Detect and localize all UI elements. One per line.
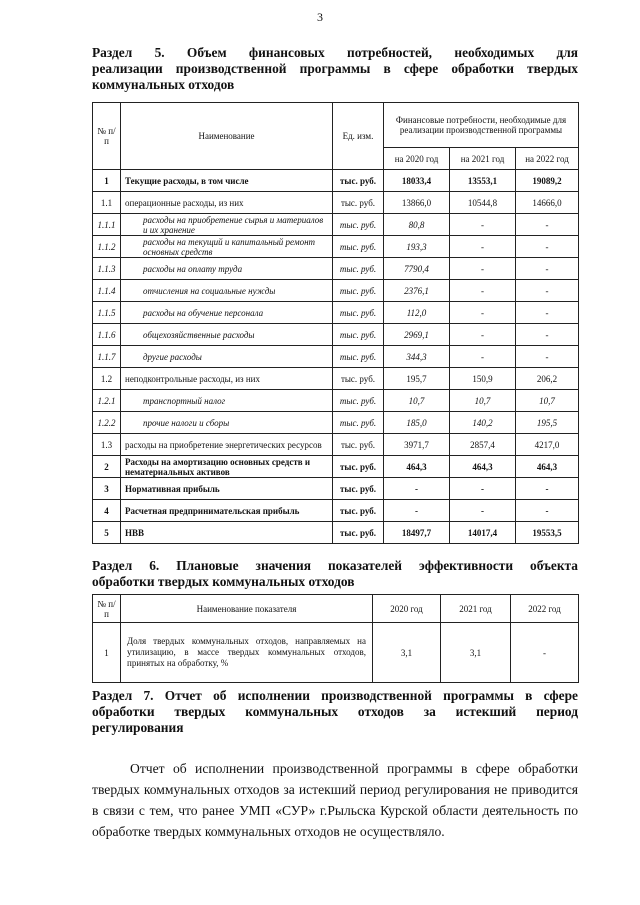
row-num: 1 (93, 170, 121, 192)
section6-heading-line: обработки твердых коммунальных отходов (92, 574, 355, 589)
row-name: Доля твердых коммунальных отходов, направляемых на утилизацию, в массе твердых коммунальных отходов, принятых на обработку, % (121, 623, 373, 683)
table-row (93, 368, 579, 390)
row-num: 1.1.4 (93, 280, 121, 302)
row-num: 1.1.2 (93, 236, 121, 258)
row-num: 1.1.5 (93, 302, 121, 324)
row-2021: - (450, 324, 516, 346)
table-row (93, 214, 579, 236)
row-2021: 14017,4 (450, 522, 516, 544)
header-2021: на 2021 год (450, 148, 516, 170)
row-unit: тыс. руб. (333, 280, 384, 302)
row-2020: 195,7 (384, 368, 450, 390)
row-name: расходы на текущий и капитальный ремонт основных средств (121, 236, 333, 258)
row-2021: 3,1 (441, 623, 511, 683)
row-num: 1.1.6 (93, 324, 121, 346)
row-name: Расчетная предпринимательская прибыль (121, 500, 333, 522)
row-2020: 2376,1 (384, 280, 450, 302)
row-2021: - (450, 214, 516, 236)
table-row (93, 192, 579, 214)
row-2021: 150,9 (450, 368, 516, 390)
row-unit: тыс. руб. (333, 302, 384, 324)
row-2022: 10,7 (516, 390, 579, 412)
header-num: № п/п (93, 103, 121, 170)
table-row (93, 170, 579, 192)
row-name: Расходы на амортизацию основных средств и нематериальных активов (121, 456, 333, 478)
row-2021: 464,3 (450, 456, 516, 478)
row-2022: - (516, 302, 579, 324)
row-name: Нормативная прибыль (121, 478, 333, 500)
row-2022: 464,3 (516, 456, 579, 478)
row-unit: тыс. руб. (333, 412, 384, 434)
row-num: 1 (93, 623, 121, 683)
table-row (93, 236, 579, 258)
row-2020: 18497,7 (384, 522, 450, 544)
row-2021: 10,7 (450, 390, 516, 412)
row-num: 1.2 (93, 368, 121, 390)
row-unit: тыс. руб. (333, 214, 384, 236)
row-unit: тыс. руб. (333, 522, 384, 544)
row-unit: тыс. руб. (333, 478, 384, 500)
header-unit: Ед. изм. (333, 103, 384, 170)
table-row (93, 478, 579, 500)
section5-heading-line: реализации производственной программы в сфере обработки твердых (92, 61, 578, 76)
row-2021: - (450, 346, 516, 368)
row-2020: 185,0 (384, 412, 450, 434)
row-2021: - (450, 236, 516, 258)
row-unit: тыс. руб. (333, 236, 384, 258)
row-unit: тыс. руб. (333, 324, 384, 346)
table-row (93, 324, 579, 346)
row-2020: 13866,0 (384, 192, 450, 214)
row-unit: тыс. руб. (333, 434, 384, 456)
row-unit: тыс. руб. (333, 500, 384, 522)
row-2021: 13553,1 (450, 170, 516, 192)
row-2021: - (450, 258, 516, 280)
row-2020: 112,0 (384, 302, 450, 324)
row-unit: тыс. руб. (333, 346, 384, 368)
row-2022: - (511, 623, 579, 683)
row-2022: - (516, 500, 579, 522)
row-2022: 19089,2 (516, 170, 579, 192)
table-row (93, 522, 579, 544)
row-2022: - (516, 346, 579, 368)
row-2020: 18033,4 (384, 170, 450, 192)
table-row (93, 390, 579, 412)
table-row (93, 500, 579, 522)
row-num: 1.3 (93, 434, 121, 456)
row-2020: - (384, 478, 450, 500)
row-2022: - (516, 236, 579, 258)
row-2022: - (516, 258, 579, 280)
table-row (93, 412, 579, 434)
report-paragraph-text: Отчет об исполнении производственной программы в сфере обработки твердых коммунальных отходов за истекший период регулирования не приводится в связи с тем, что ранее УМП «СУР» г.Рыльска Курской области деятельность по обработке твердых коммунальных отходов не осуществляло. (92, 761, 578, 839)
row-2021: - (450, 478, 516, 500)
row-name: отчисления на социальные нужды (121, 280, 333, 302)
row-name: прочие налоги и сборы (121, 412, 333, 434)
row-name: общехозяйственные расходы (121, 324, 333, 346)
table-row (93, 302, 579, 324)
row-2022: 206,2 (516, 368, 579, 390)
row-num: 1.1.7 (93, 346, 121, 368)
row-2020: 7790,4 (384, 258, 450, 280)
row-name: неподконтрольные расходы, из них (121, 368, 333, 390)
header-2022: на 2022 год (516, 148, 579, 170)
table-row (93, 280, 579, 302)
row-2020: 3,1 (373, 623, 441, 683)
row-name: транспортный налог (121, 390, 333, 412)
row-num: 3 (93, 478, 121, 500)
row-name: операционные расходы, из них (121, 192, 333, 214)
row-2022: 14666,0 (516, 192, 579, 214)
financial-needs-table (92, 102, 579, 544)
header-2020: на 2020 год (384, 148, 450, 170)
header-indicator-name: Наименование показателя (121, 595, 373, 623)
row-name: расходы на оплату труда (121, 258, 333, 280)
report-paragraph (92, 758, 578, 842)
row-num: 1.2.1 (93, 390, 121, 412)
section5-heading (92, 45, 578, 93)
row-2020: - (384, 500, 450, 522)
section7-heading-line: регулирования (92, 720, 184, 735)
row-2022: 4217,0 (516, 434, 579, 456)
header-2021: 2021 год (441, 595, 511, 623)
row-unit: тыс. руб. (333, 192, 384, 214)
section7-heading-line: Раздел 7. Отчет об исполнении производственной программы в сфере (92, 688, 578, 703)
row-2021: - (450, 280, 516, 302)
row-2022: - (516, 214, 579, 236)
row-2021: 140,2 (450, 412, 516, 434)
page-number: 3 (317, 10, 323, 24)
row-2020: 10,7 (384, 390, 450, 412)
row-2021: - (450, 500, 516, 522)
table-row (93, 623, 579, 683)
table-row (93, 434, 579, 456)
row-2020: 2969,1 (384, 324, 450, 346)
row-name: расходы на обучение персонала (121, 302, 333, 324)
performance-indicators-table (92, 594, 579, 683)
row-2020: 464,3 (384, 456, 450, 478)
row-name: НВВ (121, 522, 333, 544)
row-2020: 344,3 (384, 346, 450, 368)
row-unit: тыс. руб. (333, 170, 384, 192)
row-2022: - (516, 478, 579, 500)
row-name: расходы на приобретение энергетических ресурсов (121, 434, 333, 456)
row-num: 1.1.1 (93, 214, 121, 236)
row-name: Текущие расходы, в том числе (121, 170, 333, 192)
section6-heading (92, 558, 578, 590)
row-num: 1.1.3 (93, 258, 121, 280)
header-group: Финансовые потребности, необходимые для реализации производственной программы (384, 103, 579, 148)
table-row (93, 258, 579, 280)
row-2020: 193,3 (384, 236, 450, 258)
section5-heading-line: Раздел 5. Объем финансовых потребностей, необходимых для (92, 45, 578, 60)
row-num: 1.1 (93, 192, 121, 214)
row-name: расходы на приобретение сырья и материалов и их хранение (121, 214, 333, 236)
row-2021: - (450, 302, 516, 324)
row-2022: - (516, 280, 579, 302)
row-num: 1.2.2 (93, 412, 121, 434)
row-2020: 3971,7 (384, 434, 450, 456)
row-2020: 80,8 (384, 214, 450, 236)
table-row (93, 456, 579, 478)
header-num: № п/п (93, 595, 121, 623)
header-name: Наименование (121, 103, 333, 170)
row-2022: - (516, 324, 579, 346)
section6-heading-line: Раздел 6. Плановые значения показателей эффективности объекта (92, 558, 578, 573)
row-unit: тыс. руб. (333, 258, 384, 280)
row-unit: тыс. руб. (333, 390, 384, 412)
header-2020: 2020 год (373, 595, 441, 623)
row-unit: тыс. руб. (333, 456, 384, 478)
section7-heading-line: обработки твердых коммунальных отходов за истекший период (92, 704, 578, 719)
row-2021: 10544,8 (450, 192, 516, 214)
row-name: другие расходы (121, 346, 333, 368)
table-row (93, 346, 579, 368)
row-num: 2 (93, 456, 121, 478)
section7-heading (92, 688, 578, 736)
row-unit: тыс. руб. (333, 368, 384, 390)
row-2022: 195,5 (516, 412, 579, 434)
row-num: 4 (93, 500, 121, 522)
row-2021: 2857,4 (450, 434, 516, 456)
section5-heading-line: коммунальных отходов (92, 77, 235, 92)
row-num: 5 (93, 522, 121, 544)
header-2022: 2022 год (511, 595, 579, 623)
row-2022: 19553,5 (516, 522, 579, 544)
